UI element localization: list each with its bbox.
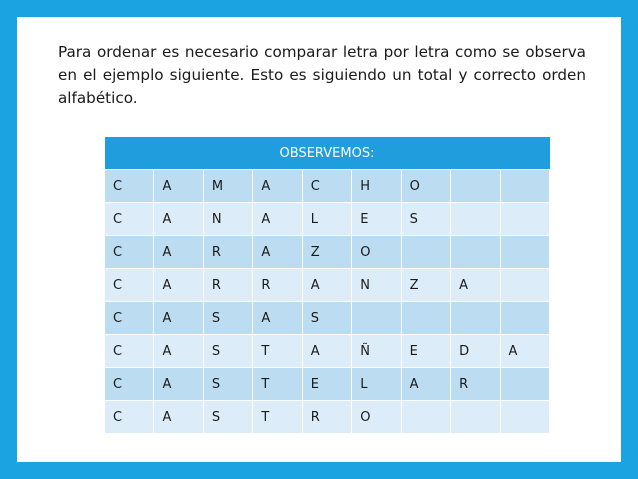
table-cell: C	[105, 335, 154, 368]
table-cell: A	[451, 269, 500, 302]
table-cell: S	[203, 368, 252, 401]
table-cell: A	[253, 236, 302, 269]
table-cell: R	[203, 236, 252, 269]
table-cell: C	[105, 269, 154, 302]
table-cell: C	[105, 401, 154, 434]
table-cell	[451, 302, 500, 335]
table-cell: N	[352, 269, 401, 302]
table-cell: C	[105, 302, 154, 335]
table-cell	[451, 203, 500, 236]
table-cell	[352, 302, 401, 335]
table-cell: A	[154, 368, 203, 401]
table-cell: T	[253, 368, 302, 401]
table-row	[105, 368, 550, 401]
table-cell: O	[352, 236, 401, 269]
table-row	[105, 269, 550, 302]
table-cell: E	[352, 203, 401, 236]
table-cell: A	[253, 170, 302, 203]
table-cell: R	[253, 269, 302, 302]
table-cell	[451, 401, 500, 434]
intro-paragraph: Para ordenar es necesario comparar letra por letra como se observa en el ejemplo siguiente. Esto es siguiendo un total y correcto orden alfabético.	[58, 43, 586, 107]
table-cell: L	[352, 368, 401, 401]
table-row	[105, 203, 550, 236]
table-cell	[500, 368, 550, 401]
table-cell: H	[352, 170, 401, 203]
table-cell	[500, 401, 550, 434]
table-cell	[401, 236, 450, 269]
table-cell: E	[401, 335, 450, 368]
table-cell: R	[203, 269, 252, 302]
table-cell	[500, 236, 550, 269]
table-cell	[500, 170, 550, 203]
table-cell: A	[401, 368, 450, 401]
table-cell: C	[105, 170, 154, 203]
table-cell: O	[401, 170, 450, 203]
table-cell	[500, 203, 550, 236]
table-cell: N	[203, 203, 252, 236]
table-cell	[500, 302, 550, 335]
table-cell: A	[154, 269, 203, 302]
table-row	[105, 335, 550, 368]
table-cell: S	[203, 302, 252, 335]
table-cell	[401, 401, 450, 434]
table-cell: Z	[302, 236, 351, 269]
table-row	[105, 401, 550, 434]
table-cell: A	[253, 302, 302, 335]
table-cell	[401, 302, 450, 335]
table-cell: O	[352, 401, 401, 434]
table-cell: R	[302, 401, 351, 434]
table-cell	[451, 236, 500, 269]
slide	[17, 17, 621, 462]
table-cell: Z	[401, 269, 450, 302]
table-cell: E	[302, 368, 351, 401]
table-cell: A	[154, 170, 203, 203]
table-cell	[500, 269, 550, 302]
table-cell: C	[105, 368, 154, 401]
table-cell: D	[451, 335, 500, 368]
table-cell: C	[302, 170, 351, 203]
table-header: OBSERVEMOS:	[105, 137, 550, 170]
table-cell: A	[500, 335, 550, 368]
table-cell: A	[154, 335, 203, 368]
table-cell: T	[253, 335, 302, 368]
table-cell: C	[105, 203, 154, 236]
table-cell: A	[253, 203, 302, 236]
table-cell: A	[154, 401, 203, 434]
table-cell: A	[302, 269, 351, 302]
table-row	[105, 302, 550, 335]
table-cell: A	[154, 302, 203, 335]
table-cell: A	[154, 236, 203, 269]
table-header-row	[105, 137, 550, 170]
table-cell: L	[302, 203, 351, 236]
table-cell: T	[253, 401, 302, 434]
table-cell: S	[203, 401, 252, 434]
table-cell: Ñ	[352, 335, 401, 368]
table-cell: A	[302, 335, 351, 368]
table-cell: M	[203, 170, 252, 203]
table-cell: C	[105, 236, 154, 269]
table-cell	[451, 170, 500, 203]
table-cell: A	[154, 203, 203, 236]
table-row	[105, 170, 550, 203]
table-row	[105, 236, 550, 269]
table-cell: R	[451, 368, 500, 401]
table-cell: S	[401, 203, 450, 236]
letters-table	[104, 137, 550, 434]
table-cell: S	[302, 302, 351, 335]
table-cell: S	[203, 335, 252, 368]
